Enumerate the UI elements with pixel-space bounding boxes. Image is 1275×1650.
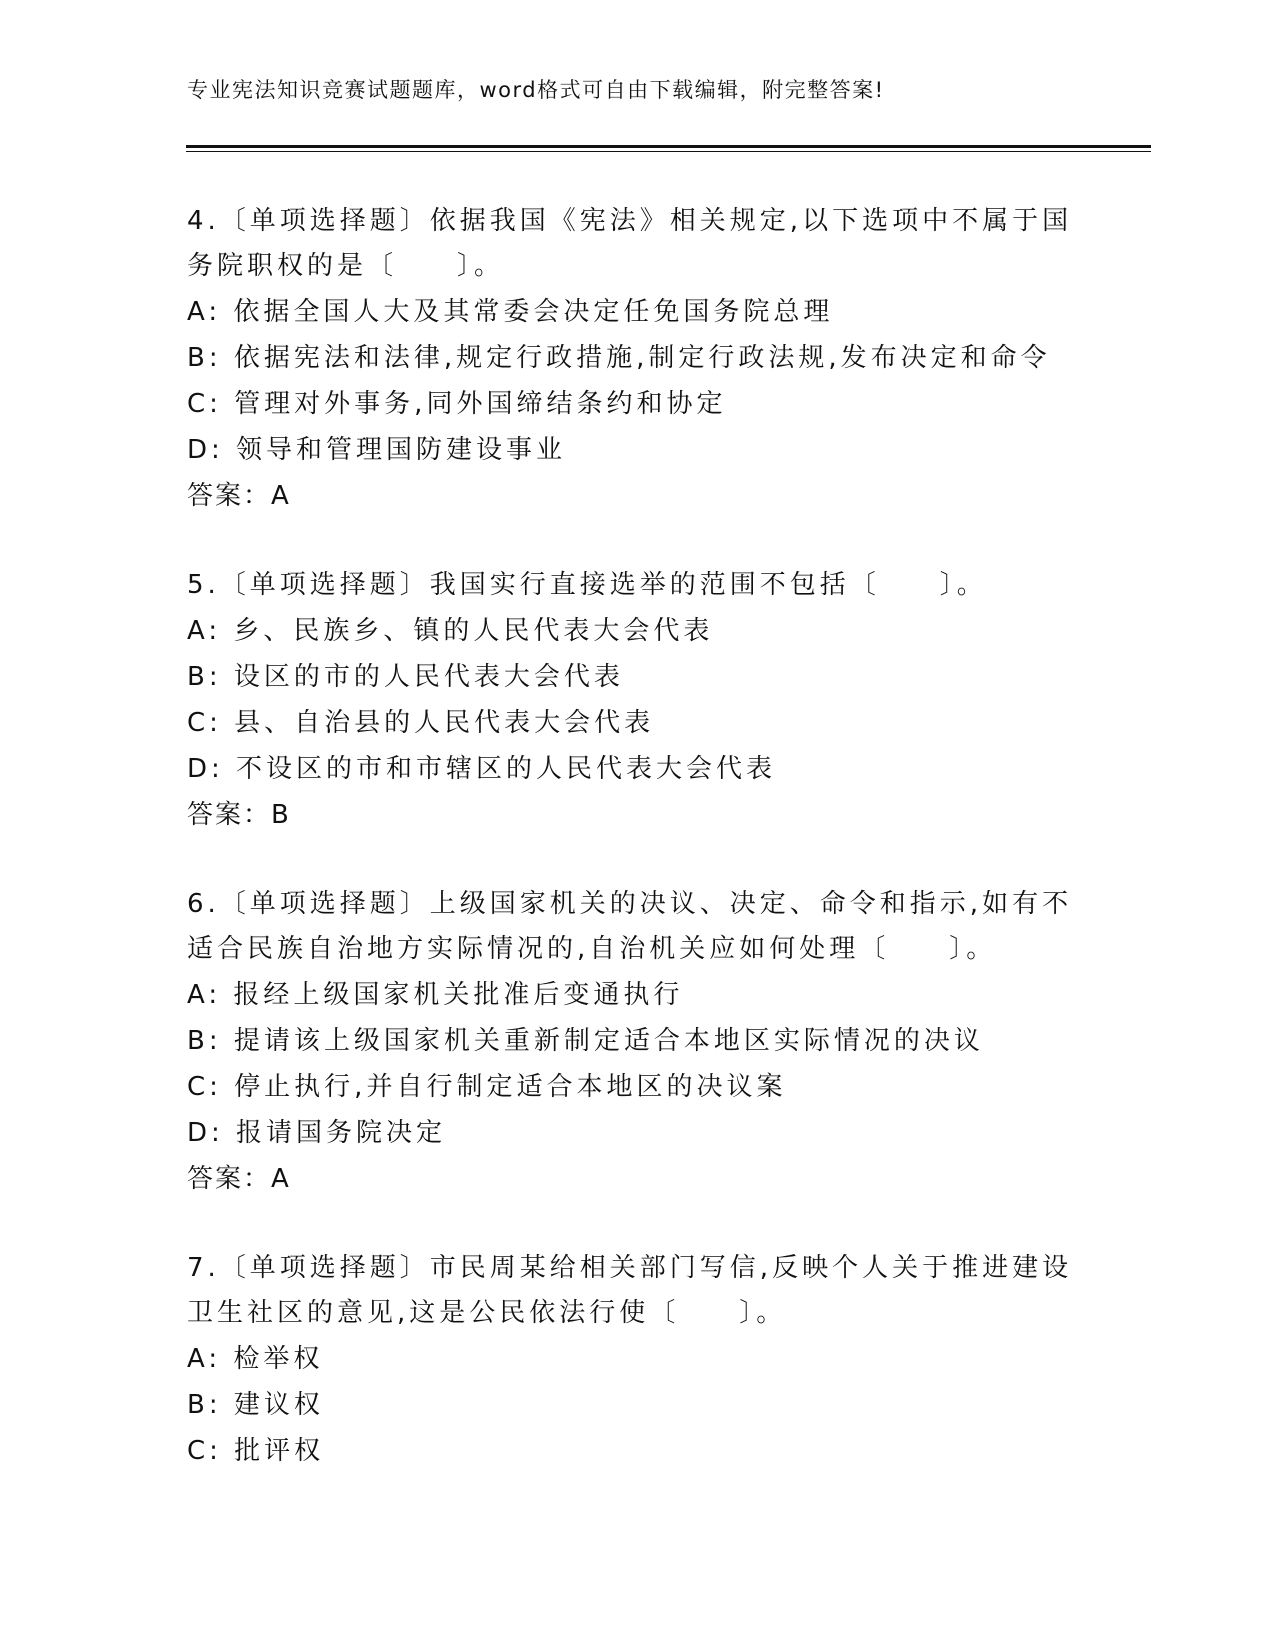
header-divider-thick: [186, 145, 1151, 148]
question-list: [187, 199, 1077, 1518]
answer-line: 答案：A: [187, 481, 291, 511]
option-d: D: 不设区的市和市辖区的人民代表大会代表: [187, 754, 777, 784]
option-b: B: 建议权: [187, 1390, 324, 1420]
option-c: C: 停止执行,并自行制定适合本地区的决议案: [187, 1072, 787, 1102]
option-d: D: 领导和管理国防建设事业: [187, 435, 567, 465]
question-stem: 5.〔单项选择题〕我国实行直接选举的范围不包括〔 〕。: [187, 570, 987, 600]
answer-line: 答案：B: [187, 800, 291, 830]
header-divider-thin: [186, 151, 1151, 152]
option-c: C: 县、自治县的人民代表大会代表: [187, 708, 655, 738]
question-5: [187, 563, 1077, 838]
option-b: B: 设区的市的人民代表大会代表: [187, 662, 624, 692]
option-b: B: 依据宪法和法律,规定行政措施,制定行政法规,发布决定和命令: [187, 343, 1051, 373]
option-a: A: 依据全国人大及其常委会决定任免国务院总理: [187, 297, 834, 327]
question-stem: 6.〔单项选择题〕上级国家机关的决议、决定、命令和指示,如有不适合民族自治地方实际情况的,自治机关应如何处理〔 〕。: [187, 889, 1073, 964]
option-a: A: 检举权: [187, 1344, 324, 1374]
option-a: A: 乡、民族乡、镇的人民代表大会代表: [187, 616, 714, 646]
question-4: [187, 199, 1077, 519]
answer-line: 答案：A: [187, 1164, 291, 1194]
page-header: 专业宪法知识竞赛试题题库，word格式可自由下载编辑，附完整答案!: [187, 78, 885, 102]
question-6: [187, 882, 1077, 1202]
question-stem: 7.〔单项选择题〕市民周某给相关部门写信,反映个人关于推进建设卫生社区的意见,这是公民依法行使〔 〕。: [187, 1253, 1073, 1328]
option-a: A: 报经上级国家机关批准后变通执行: [187, 980, 684, 1010]
option-b: B: 提请该上级国家机关重新制定适合本地区实际情况的决议: [187, 1026, 984, 1056]
option-c: C: 批评权: [187, 1436, 325, 1466]
option-c: C: 管理对外事务,同外国缔结条约和协定: [187, 389, 727, 419]
question-stem: 4.〔单项选择题〕依据我国《宪法》相关规定,以下选项中不属于国务院职权的是〔 〕。: [187, 206, 1073, 281]
question-7: [187, 1246, 1077, 1474]
option-d: D: 报请国务院决定: [187, 1118, 447, 1148]
